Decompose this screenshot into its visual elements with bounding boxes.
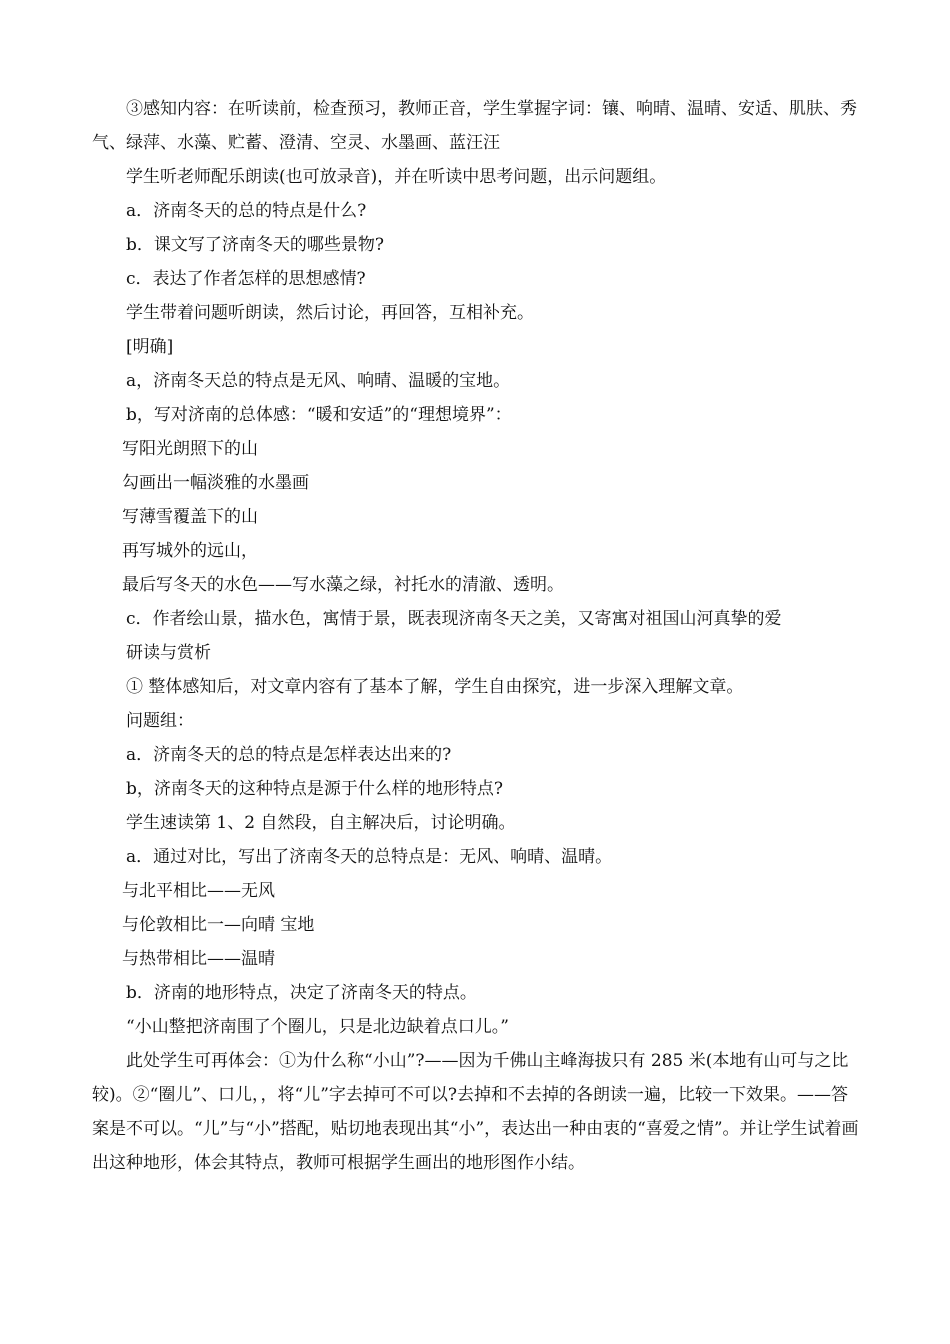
paragraph: 再写城外的远山， — [122, 541, 258, 561]
paragraph: 写阳光朗照下的山 — [122, 439, 258, 459]
paragraph: b，写对济南的总体感：“暖和安适”的“理想境界”： — [126, 405, 512, 425]
paragraph: 写薄雪覆盖下的山 — [122, 507, 258, 527]
paragraph: 此处学生可再体会：①为什么称“小山”?——因为千佛山主峰海拔只有 285 米(本地有山可与之比较)。②“圈儿”、口儿，，将“儿”字去掉可不可以?去掉和不去掉的各朗读一遍，比较一下效果。——答案是不可以。“儿”与“小”搭配，贴切地表现出其“小”，表达出一种由衷的“喜爱之情”。并让学生试着画出这种地形，体会其特点，教师可根据学生画出的地形图作小结。 — [92, 1051, 859, 1173]
paragraph: “小山整把济南围了个圈儿，只是北边缺着点口儿。” — [126, 1017, 509, 1037]
paragraph: ③感知内容：在听读前，检查预习，教师正音，学生掌握字词：镶、响晴、温晴、安适、肌肤、秀气、绿萍、水藻、贮蓄、澄清、空灵、水墨画、蓝汪汪 — [92, 99, 857, 153]
paragraph: b．课文写了济南冬天的哪些景物? — [126, 235, 384, 255]
paragraph: ① 整体感知后，对文章内容有了基本了解，学生自由探究，进一步深入理解文章。 — [126, 677, 744, 697]
paragraph: 最后写冬天的水色——写水藻之绿，衬托水的清澈、透明。 — [122, 575, 564, 595]
paragraph: 学生速读第 1、2 自然段，自主解决后，讨论明确。 — [126, 813, 516, 833]
paragraph: a．济南冬天的总的特点是什么? — [126, 201, 367, 221]
paragraph: b．济南的地形特点，决定了济南冬天的特点。 — [126, 983, 477, 1003]
paragraph: 学生带着问题听朗读，然后讨论，再回答，互相补充。 — [126, 303, 534, 323]
document-body — [92, 92, 864, 1180]
paragraph: 研读与赏析 — [126, 643, 211, 663]
paragraph: a，济南冬天总的特点是无风、响晴、温暖的宝地。 — [126, 371, 511, 391]
paragraph: c．表达了作者怎样的思想感情? — [126, 269, 366, 289]
paragraph: 问题组： — [126, 711, 194, 731]
paragraph: a．济南冬天的总的特点是怎样表达出来的? — [126, 745, 452, 765]
paragraph: 与热带相比——温晴 — [122, 949, 275, 969]
paragraph: 与伦敦相比一—向晴 宝地 — [122, 915, 315, 935]
paragraph: 与北平相比——无风 — [122, 881, 275, 901]
paragraph: a．通过对比，写出了济南冬天的总特点是：无风、响晴、温晴。 — [126, 847, 613, 867]
paragraph: 学生听老师配乐朗读(也可放录音)，并在听读中思考问题，出示问题组。 — [126, 167, 667, 187]
paragraph: [明确] — [126, 337, 174, 357]
paragraph: b，济南冬天的这种特点是源于什么样的地形特点? — [126, 779, 503, 799]
paragraph: c．作者绘山景，描水色，寓情于景，既表现济南冬天之美，又寄寓对祖国山河真挚的爱 — [126, 609, 782, 629]
paragraph: 勾画出一幅淡雅的水墨画 — [122, 473, 309, 493]
